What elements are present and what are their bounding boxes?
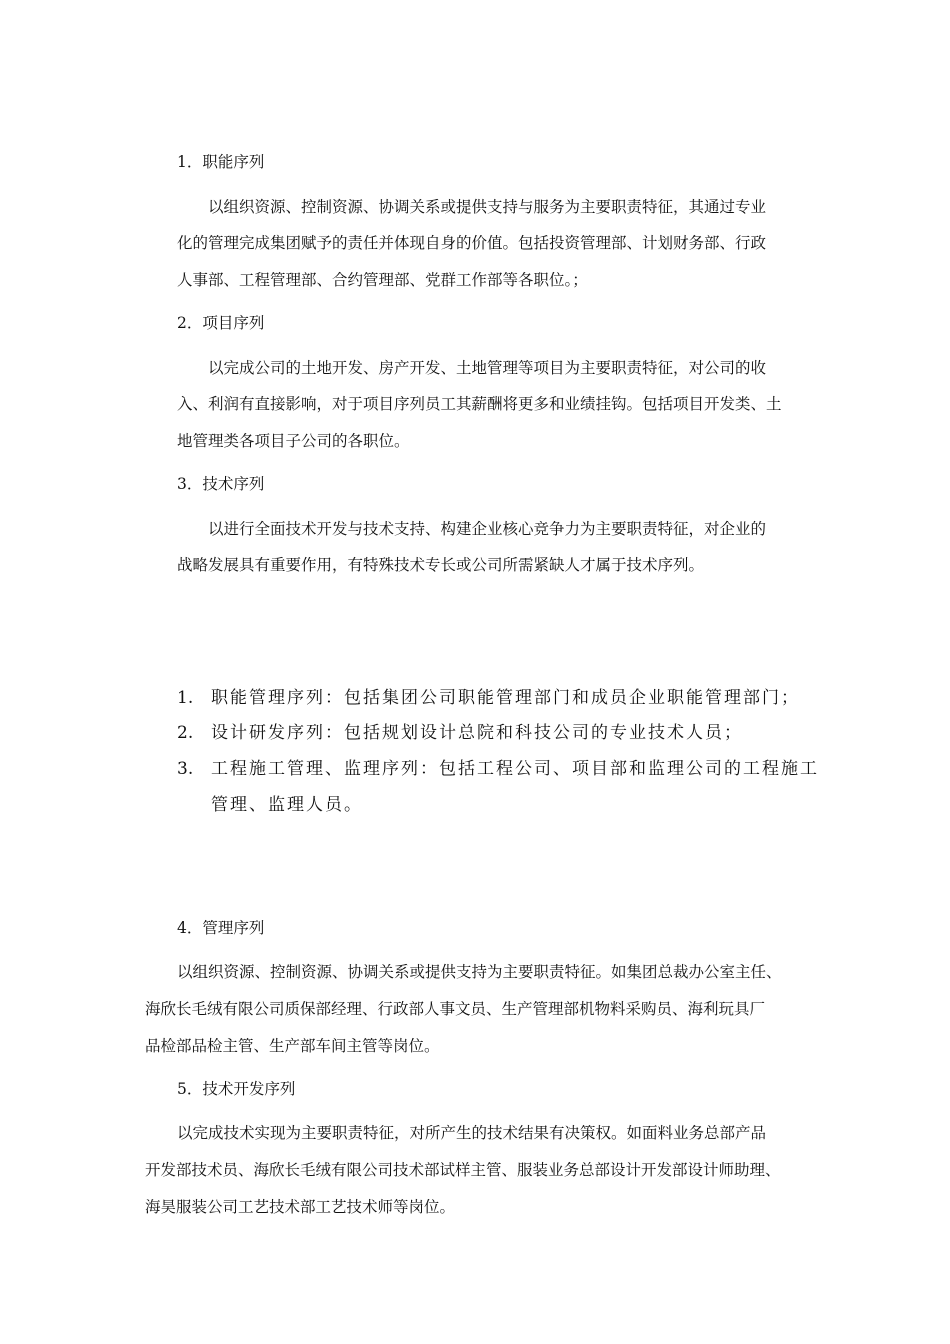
paragraph-1-line-3: 人事部、工程管理部、合约管理部、党群工作部等各职位。； bbox=[177, 271, 588, 289]
paragraph-4-line-3: 品检部品检主管、生产部车间主管等岗位。 bbox=[145, 1037, 440, 1055]
heading-3-technical-sequence: 3．技术序列 bbox=[177, 475, 265, 493]
paragraph-2-line-1: 以完成公司的土地开发、房产开发、土地管理等项目为主要职责特征，对公司的收 bbox=[208, 359, 767, 377]
list-b-item-1-number: 1. bbox=[177, 688, 194, 708]
list-b-item-3-number: 3. bbox=[177, 759, 194, 779]
heading-1-functional-sequence: 1．职能序列 bbox=[177, 153, 265, 171]
paragraph-2-line-3: 地管理类各项目子公司的各职位。 bbox=[177, 432, 410, 450]
list-b-item-3-text-line-1: 工程施工管理、监理序列：包括工程公司、项目部和监理公司的工程施工 bbox=[211, 759, 819, 779]
heading-2-project-sequence: 2．项目序列 bbox=[177, 314, 265, 332]
paragraph-2-line-2: 入、利润有直接影响，对于项目序列员工其薪酬将更多和业绩挂钩。包括项目开发类、土 bbox=[177, 395, 782, 413]
paragraph-1-line-2: 化的管理完成集团赋予的责任并体现自身的价值。包括投资管理部、计划财务部、行政 bbox=[177, 234, 767, 252]
heading-5-tech-development-sequence: 5．技术开发序列 bbox=[177, 1080, 296, 1098]
paragraph-3-line-2: 战略发展具有重要作用，有特殊技术专长或公司所需紧缺人才属于技术序列。 bbox=[177, 556, 705, 574]
list-b-item-1-text: 职能管理序列：包括集团公司职能管理部门和成员企业职能管理部门； bbox=[211, 688, 800, 708]
paragraph-5-line-3: 海昊服装公司工艺技术部工艺技术师等岗位。 bbox=[145, 1198, 456, 1216]
paragraph-1-line-1: 以组织资源、控制资源、协调关系或提供支持与服务为主要职责特征，其通过专业 bbox=[208, 198, 767, 216]
list-b-item-2-number: 2. bbox=[177, 723, 194, 743]
paragraph-4-line-1: 以组织资源、控制资源、协调关系或提供支持为主要职责特征。如集团总裁办公室主任、 bbox=[177, 963, 782, 981]
paragraph-5-line-1: 以完成技术实现为主要职责特征，对所产生的技术结果有决策权。如面料业务总部产品 bbox=[177, 1124, 767, 1142]
list-b-item-3-text-line-2: 管理、监理人员。 bbox=[211, 795, 363, 815]
list-b-item-2-text: 设计研发序列：包括规划设计总院和科技公司的专业技术人员； bbox=[211, 723, 743, 743]
paragraph-3-line-1: 以进行全面技术开发与技术支持、构建企业核心竞争力为主要职责特征，对企业的 bbox=[208, 520, 767, 538]
heading-4-management-sequence: 4．管理序列 bbox=[177, 919, 265, 937]
paragraph-5-line-2: 开发部技术员、海欣长毛绒有限公司技术部试样主管、服装业务总部设计开发部设计师助理、 bbox=[145, 1161, 781, 1179]
paragraph-4-line-2: 海欣长毛绒有限公司质保部经理、行政部人事文员、生产管理部机物料采购员、海利玩具厂 bbox=[145, 1000, 766, 1018]
